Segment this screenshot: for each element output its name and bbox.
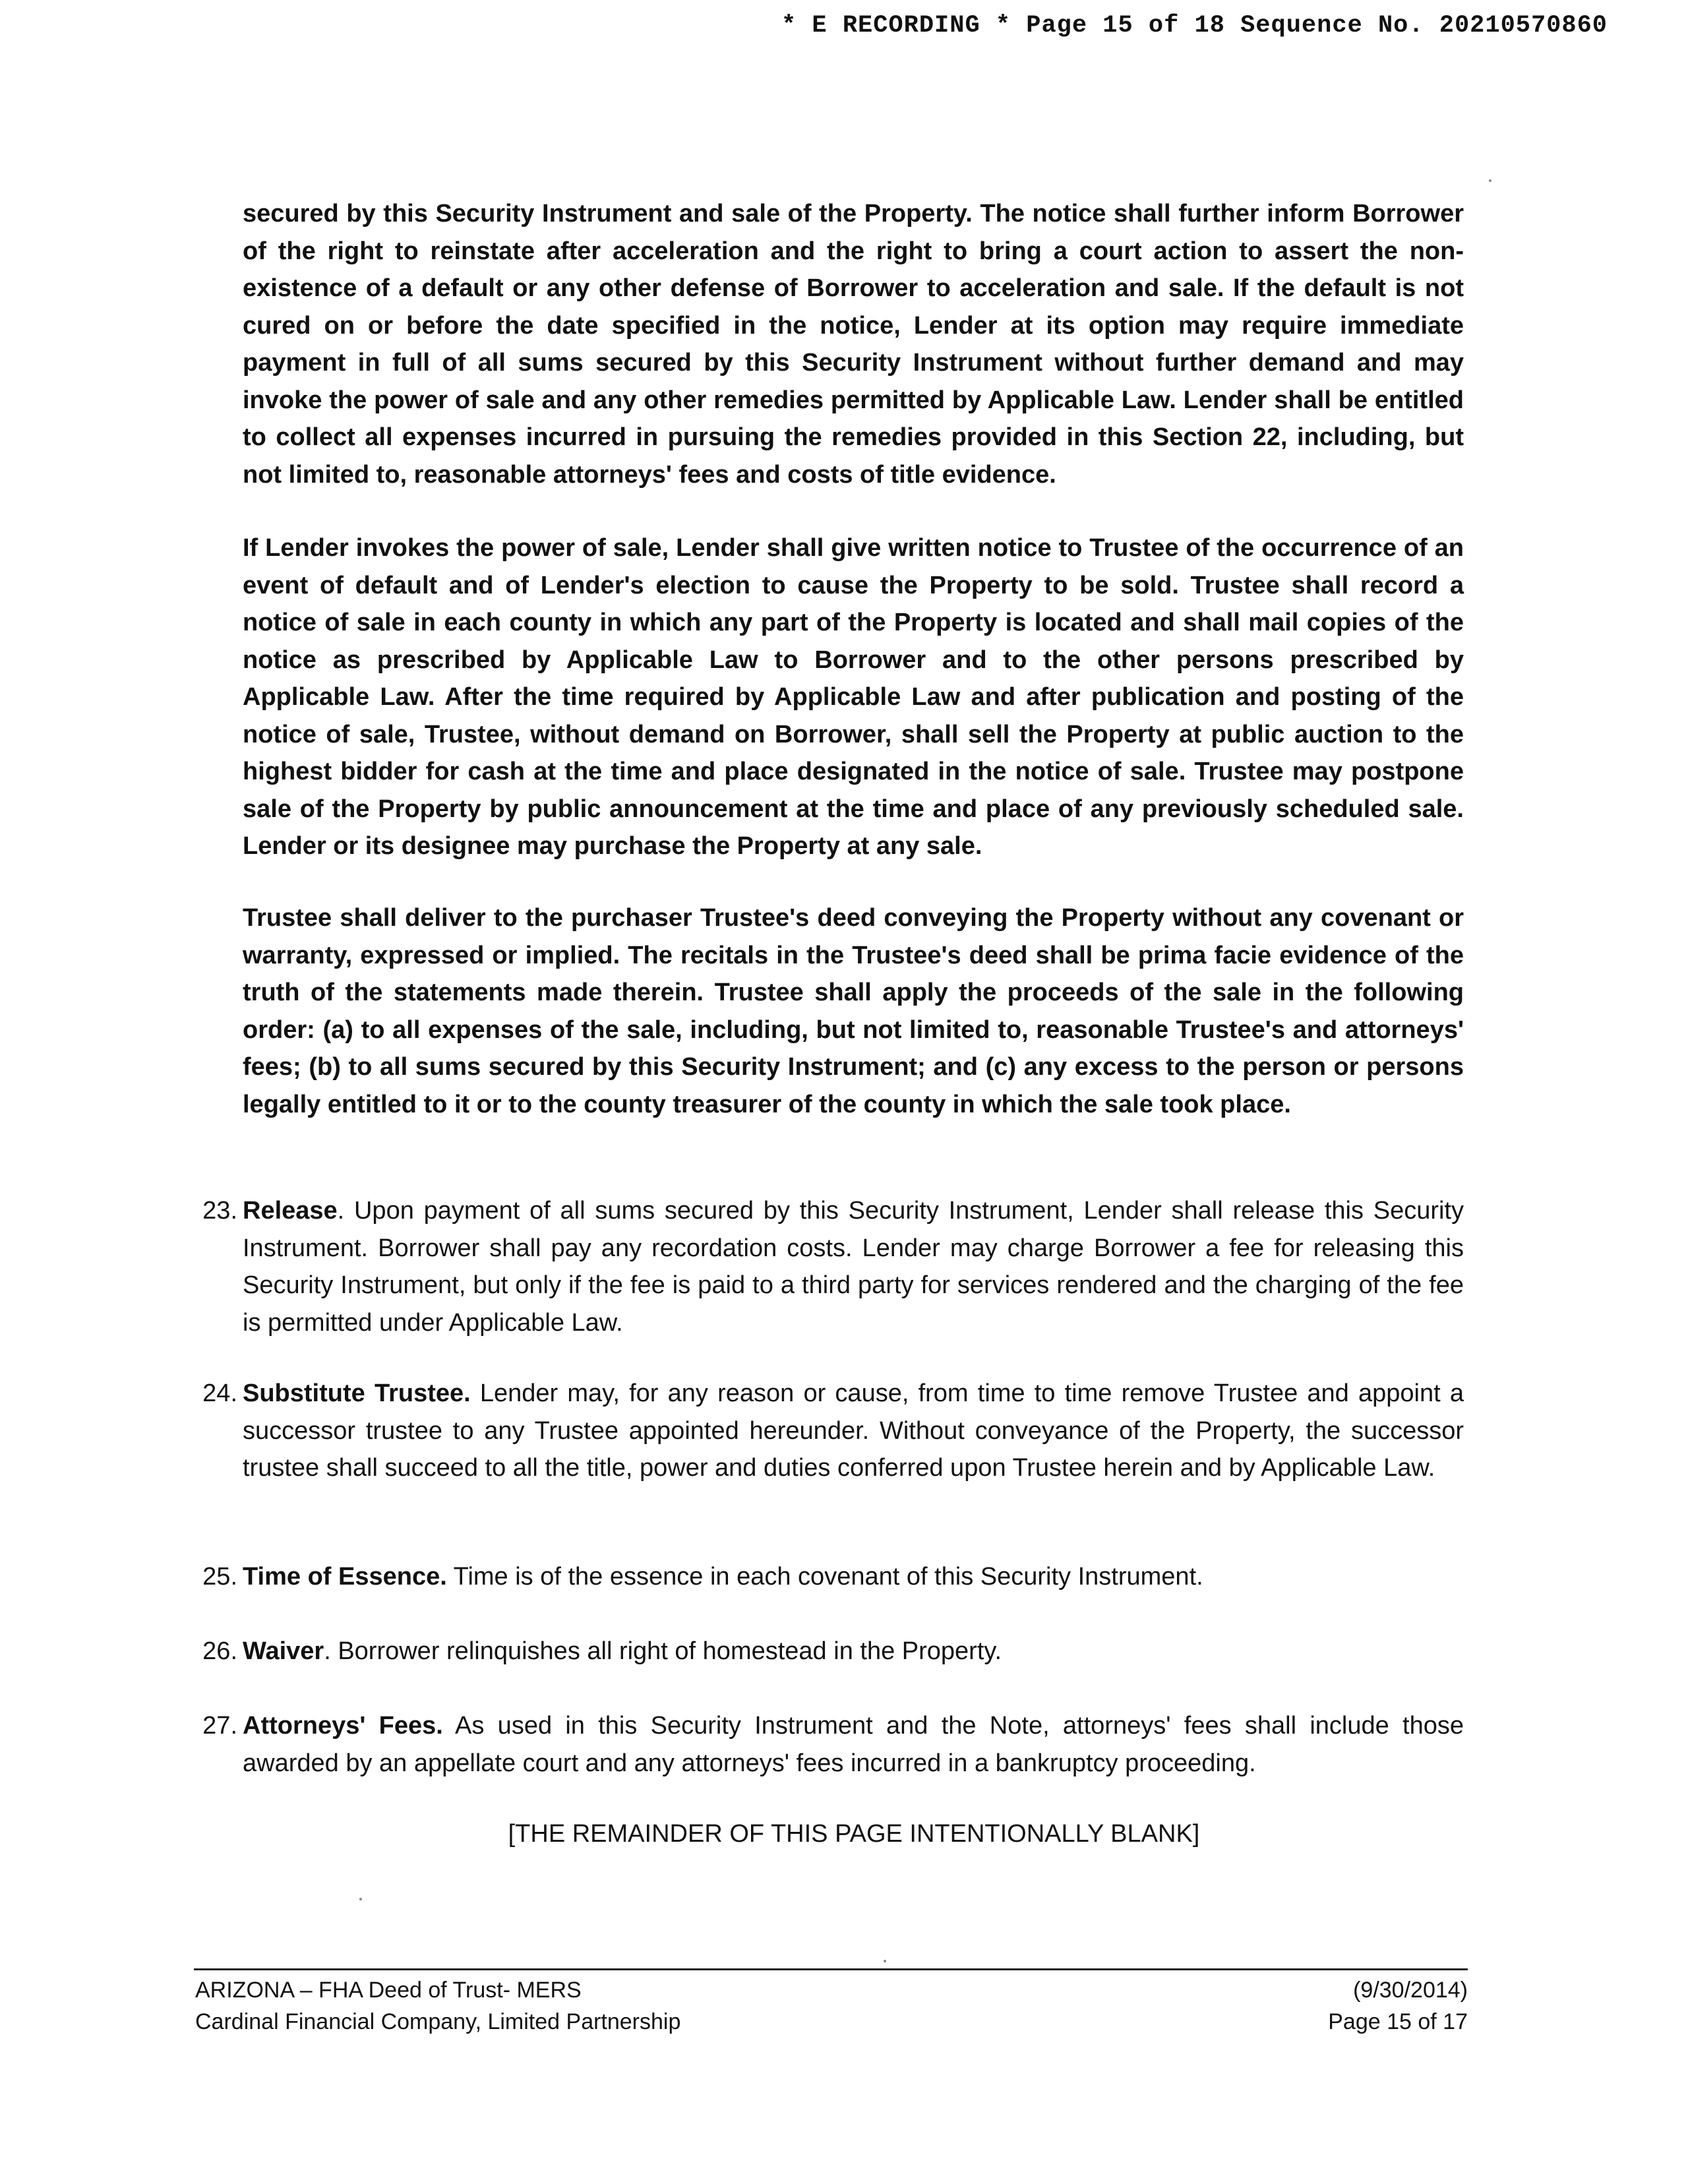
- section-24-substitute-trustee: [202, 1375, 1464, 1487]
- section-number: 25.: [202, 1563, 237, 1591]
- paragraph-trustee-deed: Trustee shall deliver to the purchaser Trustee's deed conveying the Property without any covenant or warranty, expressed or implied. The recitals in the Trustee's deed shall be prima facie evidence of the truth of the statements made therein. Trustee shall apply the proceeds of the sale in the following order: (a) to all expenses of the sale, including, but not limited to, reasonable Trustee's and attorneys' fees; (b) to all sums secured by this Security Instrument; and (c) any excess to the person or persons legally entitled to it or to the county treasurer of the county in which the sale took place.: [243, 904, 1464, 1118]
- scan-speck: [884, 1960, 886, 1962]
- recording-header: * E RECORDING * Page 15 of 18 Sequence No. 20210570860: [781, 12, 1608, 40]
- section-term: Release: [243, 1197, 338, 1225]
- section-term: Waiver: [243, 1637, 324, 1665]
- scan-speck: [359, 1898, 362, 1900]
- section-23-release: [202, 1192, 1464, 1341]
- paragraph-section-22-continued: secured by this Security Instrument and sale of the Property. The notice shall further inform Borrower of the right to reinstate after acceleration and the right to bring a court action to assert the non-existence of a default or any other defense of Borrower to acceleration and sale. If the default is not cured on or before the date specified in the notice, Lender at its option may require immediate payment in full of all sums secured by this Security Instrument without further demand and may invoke the power of sale and any other remedies permitted by Applicable Law. Lender shall be entitled to collect all expenses incurred in pursuing the remedies provided in this Section 22, including, but not limited to, reasonable attorneys' fees and costs of title evidence.: [243, 200, 1464, 489]
- section-text: . Upon payment of all sums secured by this Security Instrument, Lender shall release this Security Instrument. Borrower shall pay any recordation costs. Lender may charge Borrower a fee for releasing this Security Instrument, but only if the fee is paid to a third party for services rendered and the charging of the fee is permitted under Applicable Law.: [243, 1197, 1464, 1337]
- section-number: 26.: [202, 1637, 237, 1665]
- footer-page-number: Page 15 of 17: [1328, 2009, 1468, 2034]
- section-text: Time is of the essence in each covenant of this Security Instrument.: [446, 1563, 1203, 1591]
- section-27-attorneys-fees: [202, 1707, 1464, 1782]
- section-25-time-of-essence: [202, 1558, 1464, 1596]
- scan-speck: [1489, 179, 1492, 182]
- section-term: Attorneys' Fees.: [243, 1712, 443, 1740]
- section-text: Lender may, for any reason or cause, from time to time remove Trustee and appoint a successor trustee to any Trustee appointed hereunder. Without conveyance of the Property, the successor trustee shall succeed to all the title, power and duties conferred upon Trustee herein and by Applicable Law.: [243, 1380, 1464, 1482]
- intentionally-blank-notice: [THE REMAINDER OF THIS PAGE INTENTIONALLY BLANK]: [508, 1820, 1200, 1848]
- section-term: Time of Essence.: [243, 1563, 447, 1591]
- footer-form-name: ARIZONA – FHA Deed of Trust- MERS: [195, 1978, 582, 2003]
- paragraph-power-of-sale: If Lender invokes the power of sale, Lender shall give written notice to Trustee of the occurrence of an event of default and of Lender's election to cause the Property to be sold. Trustee shall record a notice of sale in each county in which any part of the Property is located and shall mail copies of the notice as prescribed by Applicable Law to Borrower and to the other persons prescribed by Applicable Law. After the time required by Applicable Law and after publication and posting of the notice of sale, Trustee, without demand on Borrower, shall sell the Property at public auction to the highest bidder for cash at the time and place designated in the notice of sale. Trustee may postpone sale of the Property by public announcement at the time and place of any previously scheduled sale. Lender or its designee may purchase the Property at any sale.: [243, 534, 1464, 860]
- section-text: As used in this Security Instrument and the Note, attorneys' fees shall include those awarded by an appellate court and any attorneys' fees incurred in a bankruptcy proceeding.: [243, 1712, 1464, 1777]
- section-number: 24.: [202, 1380, 237, 1407]
- footer-left: [195, 1974, 680, 2038]
- section-number: 23.: [202, 1197, 237, 1225]
- section-text: . Borrower relinquishes all right of homestead in the Property.: [324, 1637, 1002, 1665]
- footer-form-date: (9/30/2014): [1353, 1978, 1468, 2003]
- section-number: 27.: [202, 1712, 237, 1740]
- footer-right: [1328, 1974, 1468, 2038]
- footer-company: Cardinal Financial Company, Limited Partnership: [195, 2009, 681, 2034]
- section-term: Substitute Trustee.: [243, 1380, 471, 1407]
- section-26-waiver: [202, 1633, 1464, 1670]
- footer-divider: [194, 1968, 1468, 1970]
